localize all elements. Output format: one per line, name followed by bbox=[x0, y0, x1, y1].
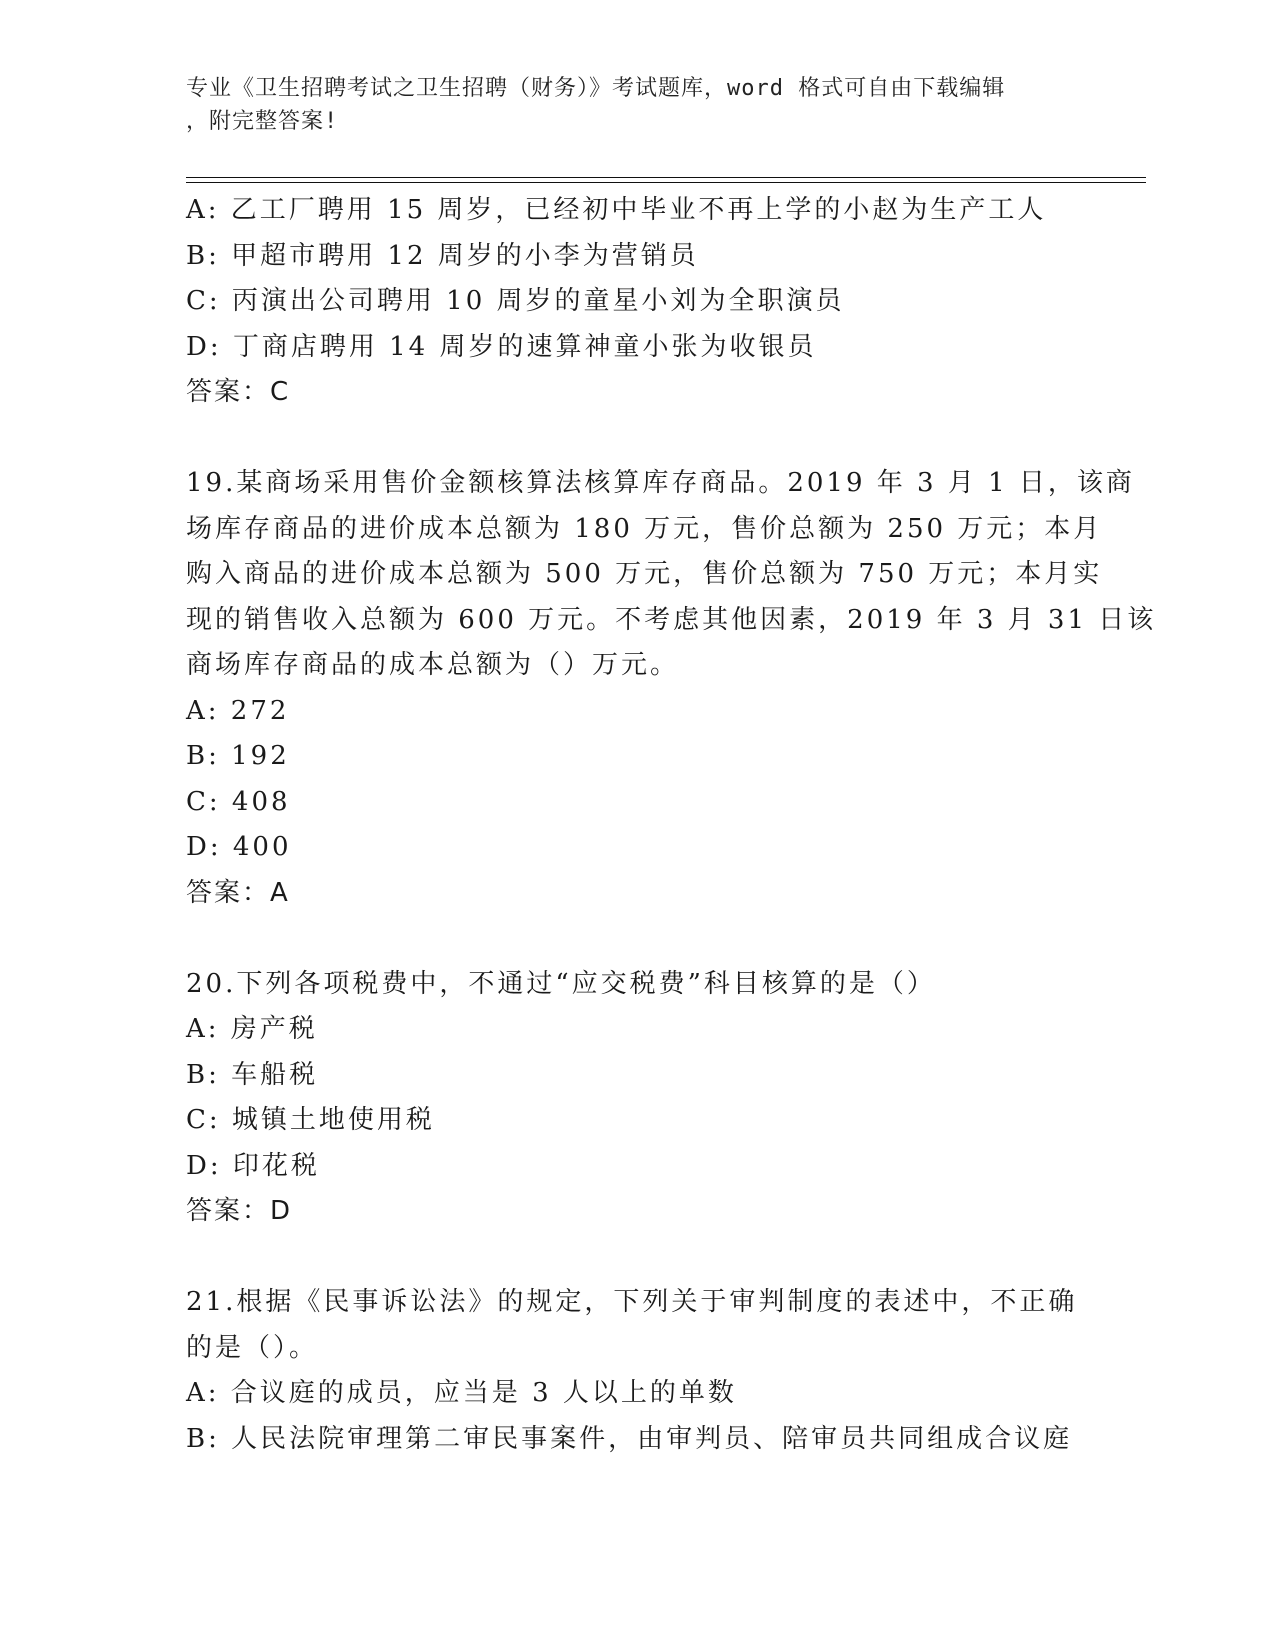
answer: 答案：C bbox=[186, 377, 291, 407]
option-b: B: 车船税 bbox=[186, 1059, 319, 1090]
question-19 bbox=[186, 461, 1157, 916]
option-b: B: 192 bbox=[186, 741, 290, 771]
option-b: B: 甲超市聘用 12 周岁的小李为营销员 bbox=[186, 240, 699, 271]
question-21 bbox=[186, 1280, 1086, 1462]
option-c: C: 城镇土地使用税 bbox=[186, 1105, 435, 1135]
question-stem-line: 现的销售收入总额为 600 万元。不考虑其他因素，2019 年 3 月 31 日该 bbox=[186, 604, 1157, 635]
header-divider-top bbox=[186, 177, 1146, 178]
answer: 答案：D bbox=[186, 1196, 293, 1226]
question-stem-line: 21.根据《民事诉讼法》的规定，下列关于审判制度的表述中，不正确 bbox=[186, 1287, 1078, 1317]
answer: 答案：A bbox=[186, 877, 290, 908]
question-18 bbox=[186, 188, 1086, 416]
question-stem-line: 购入商品的进价成本总额为 500 万元，售价总额为 750 万元；本月实 bbox=[186, 559, 1103, 589]
option-d: D: 400 bbox=[186, 832, 292, 862]
question-stem-line: 20.下列各项税费中，不通过“应交税费”科目核算的是（） bbox=[186, 968, 936, 999]
option-c: C: 408 bbox=[186, 786, 291, 817]
question-stem-line: 19.某商场采用售价金额核算法核算库存商品。2019 年 3 月 1 日，该商 bbox=[186, 468, 1135, 498]
option-a: A: 272 bbox=[186, 695, 290, 726]
header-divider-bottom bbox=[186, 182, 1146, 183]
document-header bbox=[186, 72, 1066, 138]
option-a: A: 合议庭的成员，应当是 3 人以上的单数 bbox=[186, 1378, 737, 1408]
option-d: D: 印花税 bbox=[186, 1150, 320, 1181]
question-stem-line: 的是（）。 bbox=[186, 1332, 319, 1363]
option-a: A: 房产税 bbox=[186, 1014, 318, 1044]
question-stem-line: 商场库存商品的成本总额为（）万元。 bbox=[186, 650, 680, 680]
question-stem-line: 场库存商品的进价成本总额为 180 万元，售价总额为 250 万元；本月 bbox=[186, 513, 1103, 544]
option-b: B: 人民法院审理第二审民事案件，由审判员、陪审员共同组成合议庭 bbox=[186, 1423, 1073, 1454]
header-line-2: ，附完整答案! bbox=[186, 109, 339, 134]
question-list bbox=[186, 188, 1157, 1462]
question-20 bbox=[186, 962, 1086, 1235]
option-c: C: 丙演出公司聘用 10 周岁的童星小刘为全职演员 bbox=[186, 286, 845, 316]
option-a: A: 乙工厂聘用 15 周岁，已经初中毕业不再上学的小赵为生产工人 bbox=[186, 195, 1047, 225]
option-d: D: 丁商店聘用 14 周岁的速算神童小张为收银员 bbox=[186, 331, 817, 362]
header-line-1: 专业《卫生招聘考试之卫生招聘（财务）》考试题库，word 格式可自由下载编辑 bbox=[186, 76, 1006, 101]
